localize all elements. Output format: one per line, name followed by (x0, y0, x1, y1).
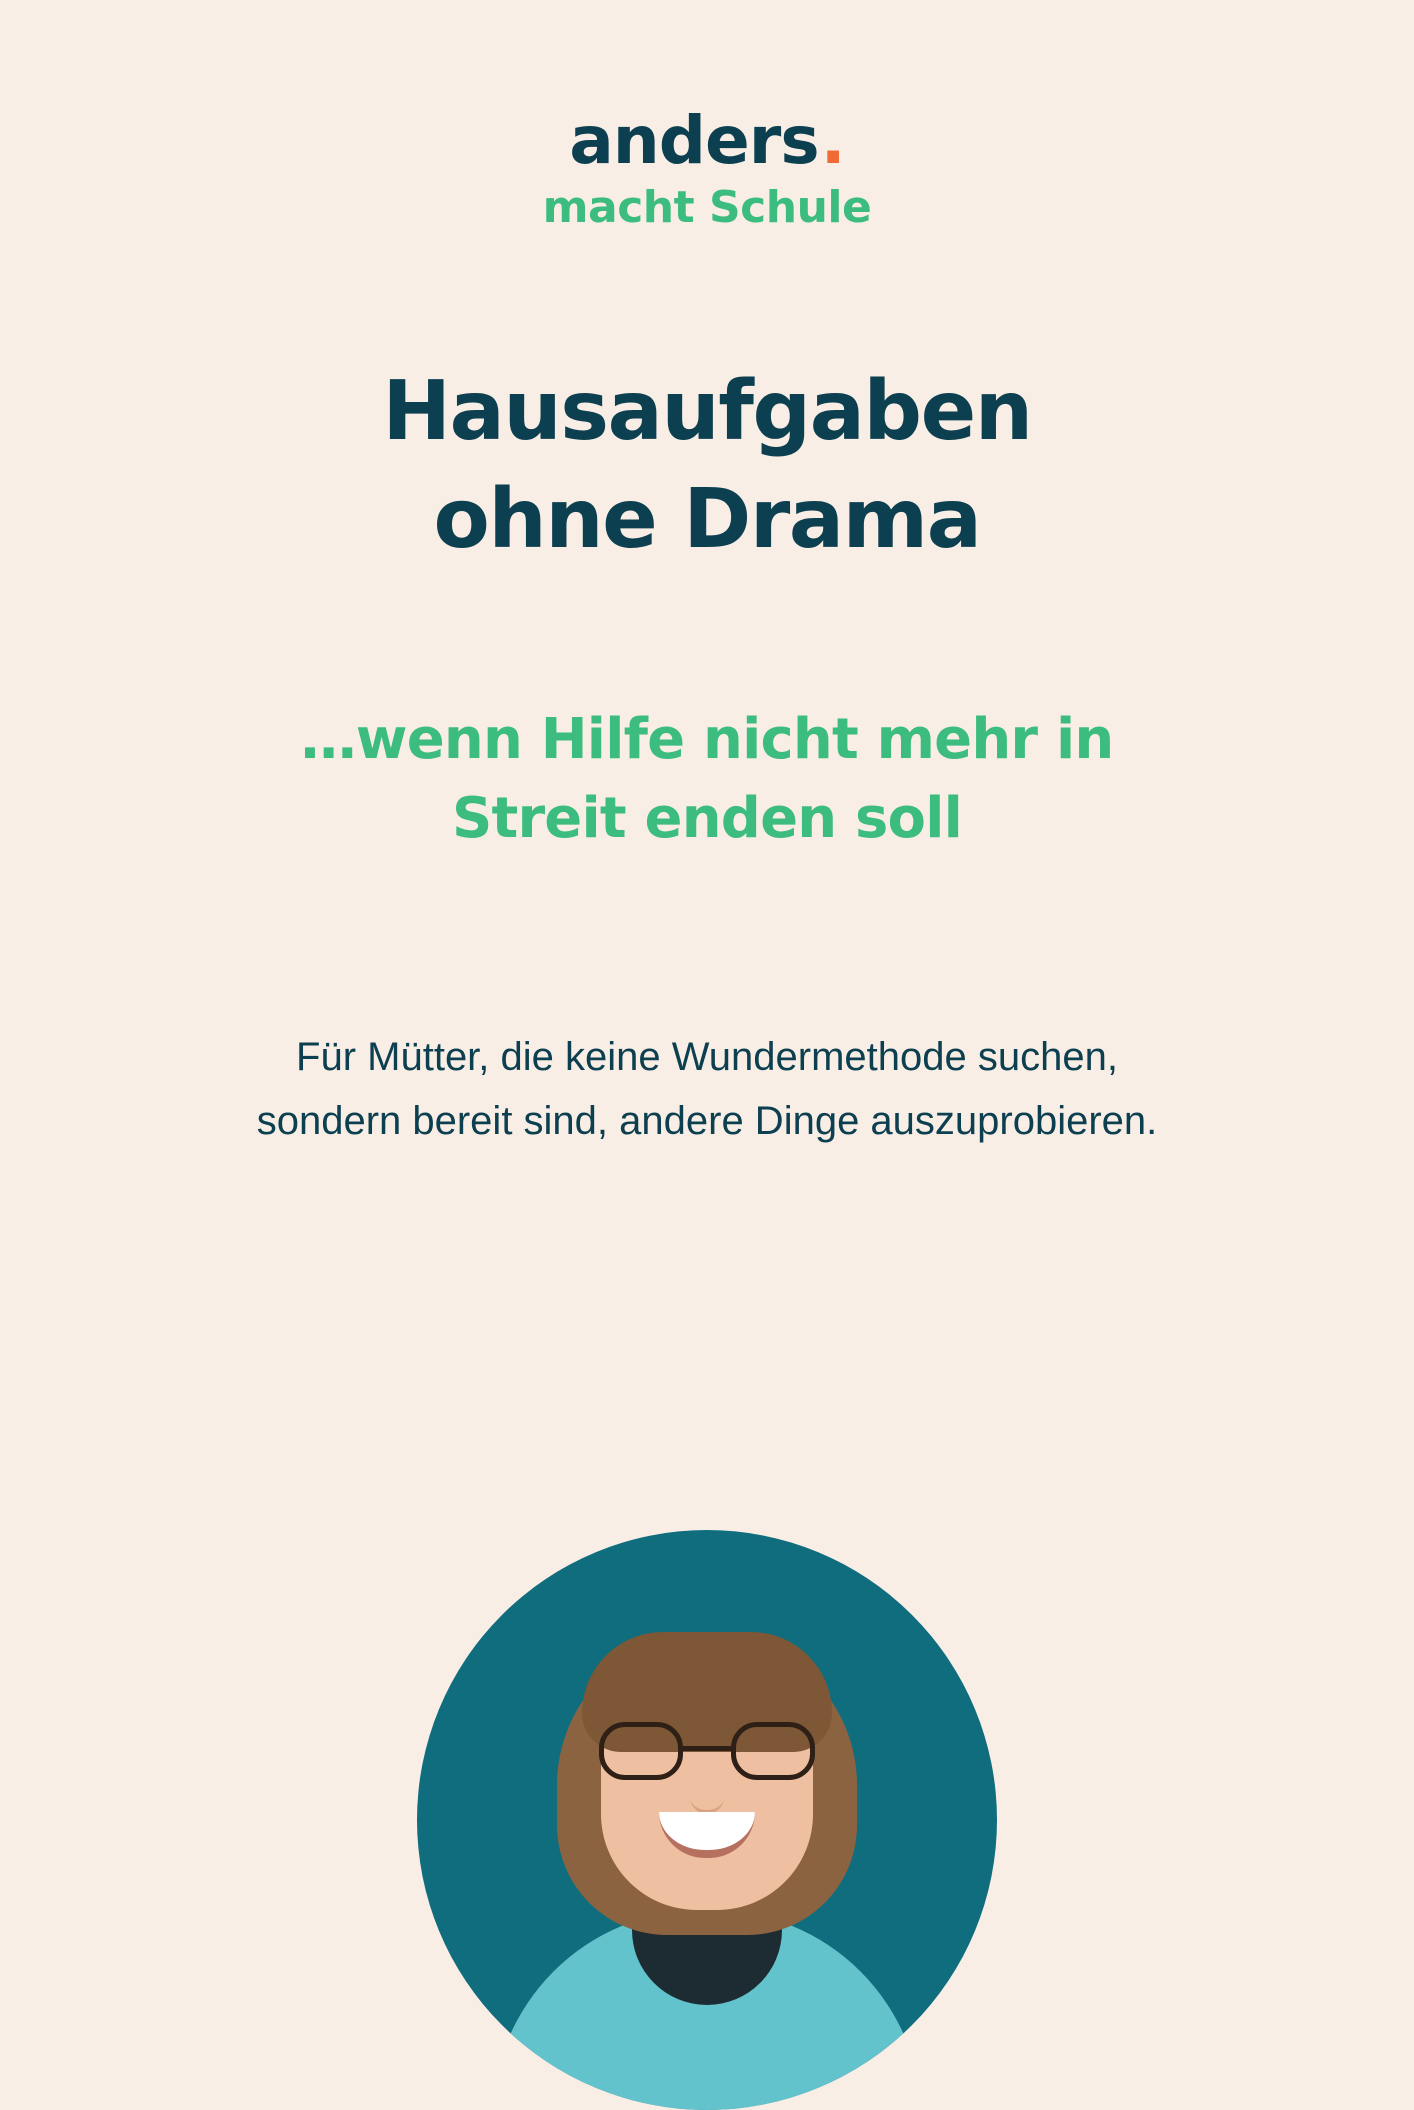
logo-wordmark (569, 102, 845, 179)
page-title-line-1: Hausaufgaben (382, 364, 1032, 459)
intro-paragraph-line-1: Für Mütter, die keine Wundermethode suchen, (296, 1034, 1118, 1079)
portrait-circle-background (417, 1530, 997, 2110)
page-subtitle (301, 701, 1114, 858)
author-portrait (417, 1530, 997, 2110)
glasses-icon (599, 1722, 815, 1780)
logo-wordmark-text: anders (569, 102, 819, 179)
glasses-lens-right (731, 1722, 815, 1780)
brand-logo (542, 102, 872, 233)
page-subtitle-line-1: …wenn Hilfe nicht mehr in (300, 707, 1114, 773)
portrait-shoulders (492, 1910, 922, 2110)
logo-tagline: macht Schule (542, 182, 872, 233)
glasses-bridge (683, 1746, 731, 1751)
intro-paragraph-line-2: sondern bereit sind, andere Dinge auszuprobieren. (256, 1098, 1158, 1143)
page-title (382, 358, 1031, 574)
page-subtitle-line-2: Streit enden soll (451, 785, 963, 851)
intro-paragraph (257, 1025, 1158, 1153)
page-title-line-2: ohne Drama (433, 472, 981, 568)
logo-dot: . (820, 102, 845, 179)
glasses-lens-left (599, 1722, 683, 1780)
